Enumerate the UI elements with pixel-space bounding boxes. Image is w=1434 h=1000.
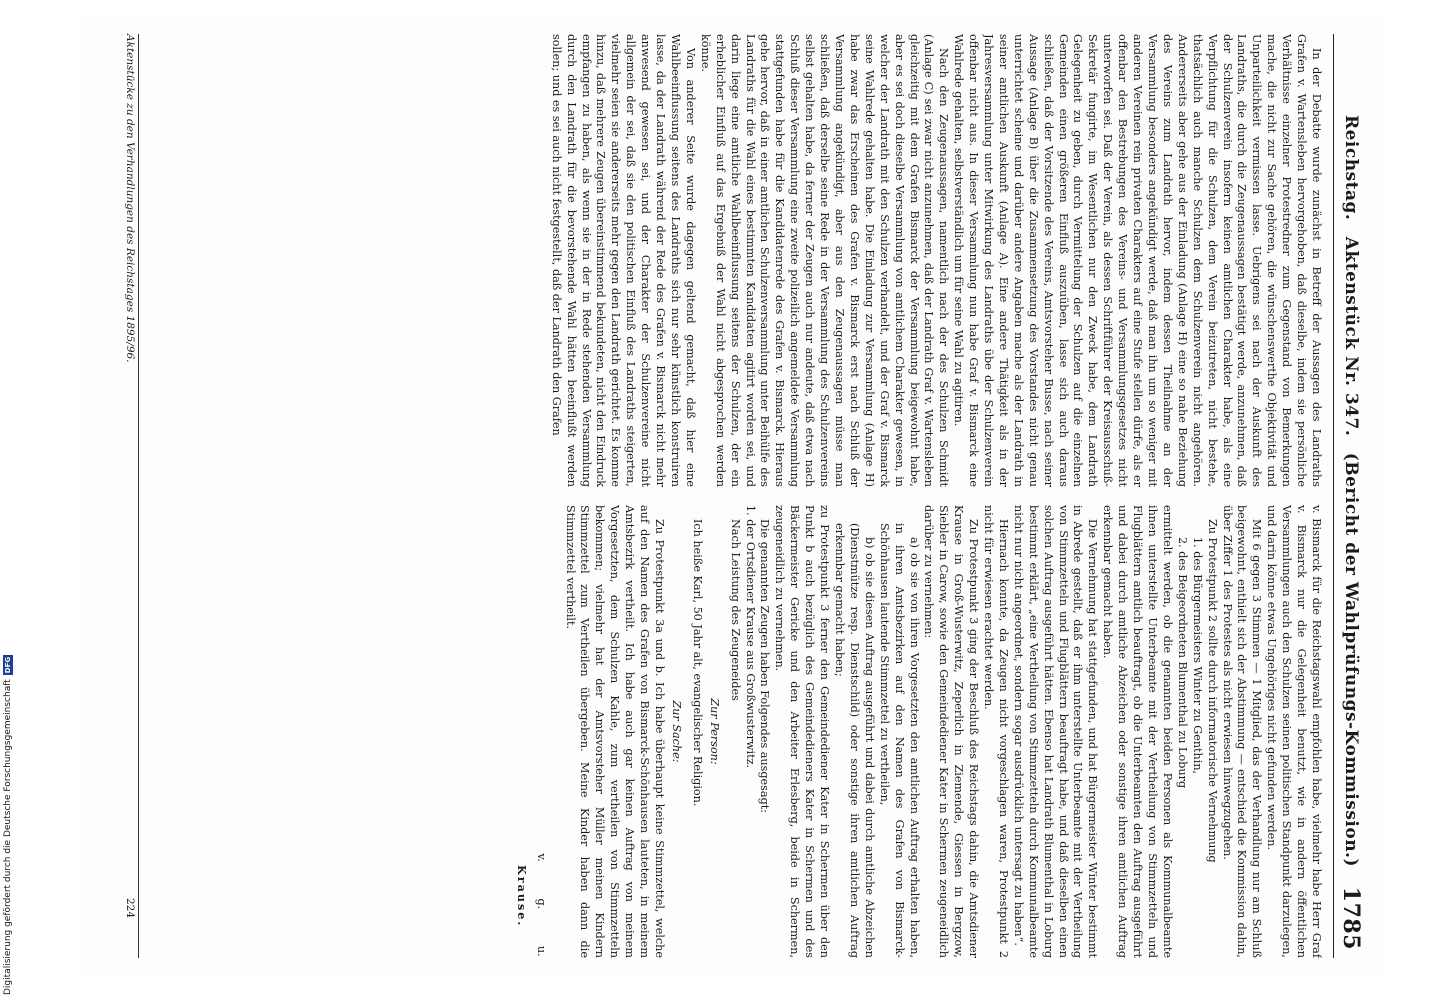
vote-paragraph: Mit 6 gegen 3 Stimmen — 1 Mitglied, das der Verhandlung nur am Schluß beigewohnt, enthielt sich der Abstimmung — entschied die Kommission dahin, über Ziffer 1 des Protestes als nicht erwiesen hinwegzugehen. bbox=[1220, 505, 1264, 958]
to-matter-heading: Zur Sache: bbox=[669, 700, 683, 763]
paragraph-b: Die Vernehmung hat stattgefunden, und hat Bürgermeister Winter bestimmt in Abrede gestellt, daß er ihm unterstellte Unterbeamte mit der Vertheilung von Stimmzetteln und Flugblättern beauftragt habe, und daß dieselben einen solchen Auftrag ausgeführt hätten. Ebenso hat Landrath Blumenthal in Loburg bestimmt erklärt, „eine Vertheilung von Stimmzetteln durch Kommunalbeamte nicht nur nicht angeordnet, sondern sogar ausdrücklich untersagt zu haben“. bbox=[1011, 505, 1100, 958]
left-paragraph: Von anderer Seite wurde dagegen geltend gemacht, daß hier eine Wahlbeeinflussung seitens des Landraths sich nur sehr künstlich konstruiren lasse, da der Landrath während der Rede des Grafen v. Bismarck nicht mehr anwesend gewesen sei, und der Charakter der Schulzenvereine nicht allgemein der sei, daß sie den politischen Einfluß des Landraths steigerten, vielmehr seien sie andererseits mehr gegen den Landrath gerichtet. Es komme hinzu, daß mehrere Zeugen übereinstimmend bekundeten, nicht den Eindruck empfangen zu haben, als wenn sie in der in Rede stehenden Versammlung durch den Landrath für die bevorstehende Wahl hätten beeinflußt werden sollen; und es sei auch nicht festgestellt, daß der Landrath den Grafen bbox=[549, 34, 697, 487]
dfg-credit bbox=[2, 605, 14, 995]
footer-source: Aktenstücke zu den Verhandlungen des Reichstages 1895/96. bbox=[124, 34, 136, 363]
list-item: 2. des Beigeordneten Blumenthal zu Loburg bbox=[1175, 537, 1189, 789]
paragraph-f: Die genannten Zeugen haben Folgendes ausgesagt: bbox=[758, 519, 772, 813]
after-oath: Nach Leistung des Zeugeneides bbox=[728, 519, 742, 701]
header-document: Aktenstück Nr. 347. bbox=[1341, 236, 1361, 437]
footer-page-number: 224 bbox=[124, 897, 136, 918]
header-subtitle: (Bericht der Wahlprüfungs-Kommission.) bbox=[1341, 452, 1361, 868]
document-page bbox=[82, 16, 1382, 976]
paragraph-a: ermittelt werden, ob die genannten beiden Personen als Kommunalbeamte ihnen unterstellte Unterbeamte mit der Vertheilung von Stimmzetteln und Flugblättern amtlich beauftragt, ob die Unterbeamten den Auftrag ausgeführt und dabei durch amtliche Abzeichen oder sonstige ihren amtlichen Auftrag erkennbar gemacht haben. bbox=[1101, 505, 1174, 958]
right-intro: v. Bismarck für die Reichstagswahl empfohlen habe, vielmehr habe Herr Graf v. Bismarck nur die Gelegenheit benutzt, wie in andern öffentlichen Versammlungen auch den Schulzen seinen politischen Standpunkt darzulegen, und darin könne etwas Ungehöriges nicht gefunden werden. bbox=[1265, 505, 1323, 958]
sign-letter: g. bbox=[534, 898, 548, 910]
sub-item: a) ob sie von ihren Vorgesetzten den amtlichen Auftrag erhalten haben, in ihren Amtsbezirken auf den Namen des Grafen von Bismarck-Schönhausen lautende Stimmzettel zu vertheilen, bbox=[877, 523, 921, 958]
text-columns bbox=[143, 34, 1323, 958]
signature-name: Krause. bbox=[514, 865, 529, 928]
page-header bbox=[1333, 34, 1368, 958]
paragraph-d: Zu Protestpunkt 3 ging der Beschluß des Reichstags dahin, die Amtsdiener Krause in Groß-Wusterwitz, Zeperlich in Ziemende, Giessen in Bergzow, Siebler in Carow, sowie den Gemeindediener Kater in Schermen zeugeneidlich darüber zu vernehmen: bbox=[922, 505, 981, 958]
dfg-logo-icon: DFG bbox=[4, 656, 12, 674]
dfg-credit-text: Digitalisierung gefördert durch die Deutsche Forschungsgemeinschaft bbox=[3, 679, 13, 995]
to-person-heading: Zur Person: bbox=[707, 698, 721, 765]
signature-abbrev bbox=[533, 835, 548, 958]
protest-point-2-intro: Zu Protestpunkt 2 sollte durch informatorische Vernehmung bbox=[1205, 519, 1219, 863]
left-column bbox=[143, 34, 1323, 487]
witness-heading: 1. der Ortsdiener Krause aus Großwusterwitz. bbox=[743, 505, 757, 769]
paragraph-e: zu Protestpunkt 3 ferner den Gemeindediener Kater in Schermen über den Punkt b auch bezüglich des Gemeindedieners Kater in Schermen und des Bäckermeister Gericke und den Arbeiter Erlesberg, beide in Schermen, zeugeneidlich zu vernehmen. bbox=[773, 505, 832, 958]
list-item: 1. des Bürgermeisters Winter zu Genthin, bbox=[1190, 537, 1204, 775]
sub-item: b) ob sie diesen Auftrag ausgeführt und dabei durch amtliche Abzeichen (Dienstmütze resp. Dienstschild) oder sonstige ihren amtlichen Auftrag erkennbar gemacht haben; bbox=[833, 523, 876, 958]
header-title bbox=[1341, 115, 1361, 877]
matter-statement: Zu Protestpunkt 3a und b. Ich habe überhaupt keine Stimmzettel, welche auf den Namen des Grafen von Bismarck-Schönhausen lauteten, in meinem Amtsbezirk vertheilt. Ich habe auch gar keinen Auftrag von meinem Vorgesetzten, dem Schulzen Kahle, zum vertheilen von Stimmzetteln bekommen; vielmehr hat der Amtsvorsteher Müller meinen Kindern Stimmzettel zum Vertheilen übergeben. Meine Kinder haben dann die Stimmzettel vertheilt. bbox=[563, 505, 667, 958]
paragraph-c: Hiernach konnte, da Zeugen nicht vorgeschlagen waren, Protestpunkt 2 nicht für erwiesen erachtet werden. bbox=[982, 505, 1010, 958]
person-statement: Ich heiße Karl, 50 Jahr alt, evangelischer Religion. bbox=[690, 519, 704, 807]
sign-letter: v. bbox=[534, 853, 548, 862]
page-number: 1785 bbox=[1338, 886, 1364, 950]
header-section: Reichstag. bbox=[1341, 114, 1361, 221]
sign-letter: u. bbox=[534, 945, 548, 957]
left-paragraph: Nach den Zeugenaussagen, namentlich nach der des Schulzen Schmidt (Anlage C) sei zwar nicht anzunehmen, daß der Landrath Graf v. Wartensleben gleichzeitig mit dem Grafen Bismarck der Versammlung beigewohnt habe, aber es sei doch dieselbe Versammlung von amtlichem Charakter gewesen, in welcher der Landrath mit den Schulzen verhandelt, und der Graf v. Bismarck seine Wahlrede gehalten habe. Die Einladung zur Versammlung (Anlage H) habe zwar das Erscheinen des Grafen v. Bismarck erst nach Schluß der Versammlung angekündigt, aber aus den Zeugenaussagen müsse man schließen, daß derselbe seine Rede in der Versammlung des Schulzenvereins selbst gehalten habe, da ferner der Zeugen auch nur andeute, daß etwa nach Schluß dieser Versammlung eine zweite polizeilich angemeldete Versammlung stattgefunden habe für die Kandidatenrede des Grafen v. Bismarck. Hieraus gehe hervor, daß in einer amtlichen Schulzenversammlung unter Beihülfe des Landraths für die Wahl eines bestimmten Kandidaten agitirt worden sei, und darin liege eine amtliche Wahlbeeinflussung seitens der Schulzen, der ein erheblicher Einfluß auf das Ergebniß der Wahl nicht abgesprochen werden könne. bbox=[698, 34, 951, 487]
page-footer bbox=[124, 34, 139, 958]
left-paragraph: In der Debatte wurde zunächst in Betreff der Aussagen des Landraths Grafen v. Wartensleben hervorgehoben, daß dieselbe, indem sie persönliche Verhältnisse einzelner Protestredner zum Gegenstand von Bemerkungen mache, die nicht zur Sache gehören, die wünschenswerthe Objektivität und Unparteilichkeit vermissen lasse. Uebrigens sei nach der Auskunft des Landraths, die durch die Zeugenaussagen bestätigt werde, anzunehmen, daß der Schulzenverein insofern keinen amtlichen Charakter habe, als eine Verpflichtung für die Schulzen, dem Verein beizutreten, nicht bestehe, thatsächlich auch manche Schulzen dem Schulzenverein nicht angehören. Andererseits aber gehe aus der Einladung (Anlage H) eine so nahe Beziehung des Vereins zum Landrath hervor, indem dessen Theilnahme an der Versammlung besonders angekündigt werde, daß man ihn um so weniger mit anderen Vereinen rein privaten Charakters auf eine Stufe stellen dürfe, als er offenbar den Bestrebungen des Vereins- und Versammlungsgesetzes nicht unterworfen sei. Daß der Verein, als dessen Schriftführer der Kreisausschuß-Sekretär fungirte, im Wesentlichen nur den Zweck habe, dem Landrath Gelegenheit zu geben, durch Vermittelung der Schulzen auf die einzelnen Gemeinden einen größeren Einfluß auszuüben, lasse sich auch daraus schließen, daß der Vorsitzende des Vereins, Amtsvorsteher Busse, nach seiner Aussage (Anlage B) über die Zusammensetzung des Vorstandes nicht genau unterrichtet scheine und darüber andere Angaben mache als der Landrath in seiner amtlichen Auskunft (Anlage A). Eine andere Thätigkeit als in der Jahresversammlung unter Mitwirkung des Landraths übe der Schulzenverein offenbar nicht aus. In dieser Versammlung nun habe Graf v. Bismarck eine Wahlrede gehalten, selbstverständlich um für seine Wahl zu agitiren. bbox=[952, 34, 1323, 487]
right-column bbox=[143, 505, 1323, 958]
